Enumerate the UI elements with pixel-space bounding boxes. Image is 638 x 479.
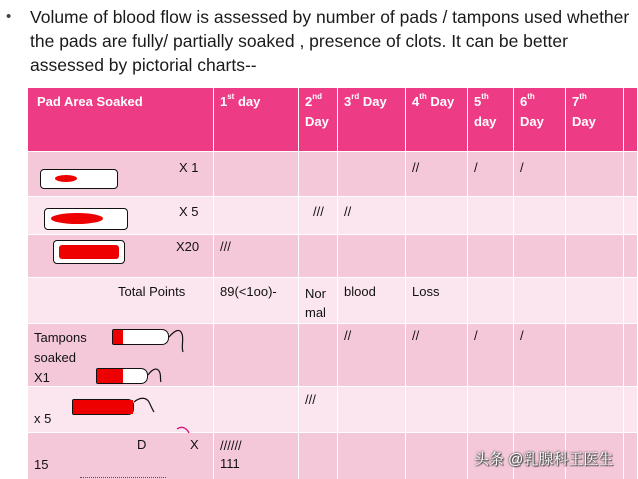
total-blood-text: blood [344,284,376,299]
cell [624,324,638,387]
tally-marks: /// [313,204,324,219]
tampon-lightly-soaked-icon [112,329,169,345]
cut-off-text [80,477,166,478]
clot-count: 15 [34,457,49,472]
header-day-2-word: Day [305,114,329,129]
tampon-string-icon [148,365,164,383]
tally-marks: ////// 111 [220,438,242,471]
header-pad-area-label: Pad Area Soaked [37,94,143,109]
blood-fill [73,400,133,414]
blood-fill [113,330,123,344]
cell [624,152,638,197]
row-pad-x20-day-1 [214,235,299,278]
row-tampon-day-3 [338,324,406,387]
clot-curve-icon [176,426,190,436]
cell [214,152,299,197]
header-day-5-word: day [474,114,497,129]
cell [566,278,624,324]
row-pad-x1-label: X 1 [179,160,199,175]
row-total-label: Total Points [118,284,186,299]
cell [514,197,566,235]
header-day-5 [468,88,514,152]
row-pad-x5-label: X 5 [179,204,199,219]
tally-marks: / [520,328,524,343]
header-day-7-word: Day [572,114,596,129]
cell [468,235,514,278]
header-day-4 [406,88,468,152]
cell [624,235,638,278]
cell [406,197,468,235]
header-day-5-num: 5th [474,92,489,109]
cell [406,235,468,278]
cell [214,324,299,387]
tampon-half-soaked-icon [96,368,148,384]
cell [566,324,624,387]
header-day-4-label: 4th Day [412,92,455,109]
row-pad-x1-day-5 [468,152,514,197]
tally-marks: /// [305,392,316,407]
tally-marks: / [520,160,524,175]
row-total-day-2 [299,278,338,324]
cell [214,387,299,433]
tampon-fully-soaked-icon [72,399,134,415]
cell [566,152,624,197]
row-pad-x5-label-cell [28,197,214,235]
row-tampon-x5-label: x 5 [34,411,52,426]
tampon-string-icon [169,328,187,354]
cell [514,278,566,324]
row-pad-x1-label-cell [28,152,214,197]
total-loss-text: Loss [412,284,440,299]
row-tampon-label-cell [28,324,214,387]
row-pad-x5-day-3 [338,197,406,235]
tampon-string-icon [134,397,156,413]
cell [338,152,406,197]
row-tampon-day-5 [468,324,514,387]
header-extra [624,88,638,152]
tally-marks: // [344,328,352,343]
cell [299,235,338,278]
total-normal-text: Nor mal [305,286,326,320]
header-day-7-num: 7th [572,92,587,109]
pad-lightly-soaked-icon [40,169,118,189]
row-pad-x20-label-cell [28,235,214,278]
row-total-label-cell [28,278,214,324]
row-total-day-1 [214,278,299,324]
header-day-1-label: 1st day [220,92,261,109]
blood-soak-icon [59,245,119,259]
cell [299,433,338,479]
pad-half-soaked-icon [44,208,128,230]
cell [624,197,638,235]
row-clots-day-1 [214,433,299,479]
blood-stain-icon [51,213,103,224]
header-day-2-num: 2nd [305,92,323,109]
cell [514,235,566,278]
clot-d-label: D [137,437,147,452]
header-day-6 [514,88,566,152]
tally-marks: // [412,328,420,343]
total-points-value: 89(<1oo)- [220,284,277,299]
header-day-6-word: Day [520,114,544,129]
cell [566,387,624,433]
row-tampon-day-6 [514,324,566,387]
cell [406,433,468,479]
cell [299,324,338,387]
cell [406,387,468,433]
watermark: 头条 @乳腺科王医生 [474,451,614,468]
header-day-3-label: 3rd Day [344,92,387,109]
cell [214,197,299,235]
cell [566,197,624,235]
row-clots-label-cell [28,433,214,479]
tally-marks: /// [220,239,231,254]
row-total-day-3 [338,278,406,324]
row-total-day-4 [406,278,468,324]
cell [468,197,514,235]
cell [468,387,514,433]
cell [624,278,638,324]
cell [514,387,566,433]
cell [468,278,514,324]
intro-paragraph: Volume of blood flow is assessed by number of pads / tampons used whether the pads are fully/ partially soaked , presence of clots. It can be better assessed by pictorial charts-- [30,7,630,75]
bullet-marker: • [6,8,12,25]
header-day-7 [566,88,624,152]
cell [624,433,638,479]
header-day-2 [299,88,338,152]
cell [338,433,406,479]
row-pad-x1-day-4 [406,152,468,197]
tally-marks: // [344,204,352,219]
cell [299,152,338,197]
cell [338,387,406,433]
row-tampon-day-4 [406,324,468,387]
header-pad-area [28,88,214,152]
row-pad-x1-day-6 [514,152,566,197]
blood-fill [97,369,123,383]
clot-x-label: X [190,437,199,452]
tally-marks: // [412,160,420,175]
blood-spot-icon [55,175,77,182]
row-pad-x20-label: X20 [176,239,200,254]
row-tampon-x5-day-2 [299,387,338,433]
pad-fully-soaked-icon [53,240,125,264]
cell [624,387,638,433]
header-day-6-num: 6th [520,92,535,109]
header-day-3 [338,88,406,152]
cell [566,235,624,278]
pictorial-blood-chart [28,88,638,479]
tally-marks: / [474,328,478,343]
row-pad-x5-day-2 [299,197,338,235]
tally-marks: / [474,160,478,175]
header-day-1 [214,88,299,152]
row-tampon-label: Tampons soaked X1 [34,330,87,385]
cell [338,235,406,278]
